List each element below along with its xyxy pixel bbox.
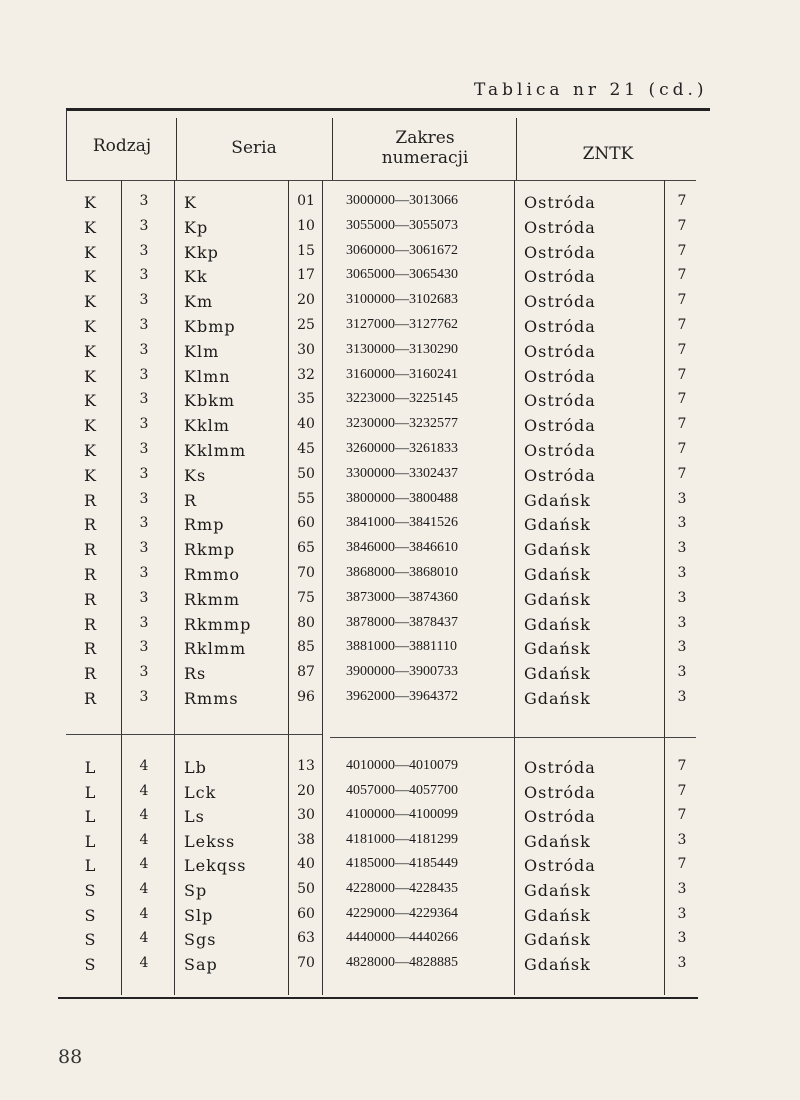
cell-rodzaj: K xyxy=(84,267,96,287)
table-row xyxy=(0,783,800,807)
cell-rodzaj: R xyxy=(83,664,97,684)
cell-num: 3 xyxy=(139,217,149,234)
cell-rodzaj: K xyxy=(84,465,96,485)
header-seria: Seria xyxy=(231,138,277,158)
cell-zntk: Gdańsk xyxy=(524,639,591,659)
cell-seria: Kk xyxy=(184,267,208,287)
cell-zakres: 4229000—4229364 xyxy=(346,905,458,921)
cell-nr: 38 xyxy=(297,831,315,848)
table-row xyxy=(0,664,800,688)
cell-zakres: 3065000—3065430 xyxy=(346,267,458,283)
cell-kod: 7 xyxy=(677,366,687,383)
cell-rodzaj: K xyxy=(84,416,96,436)
cell-seria: Rmms xyxy=(184,689,239,708)
cell-rodzaj: L xyxy=(84,831,96,851)
cell-num: 3 xyxy=(139,242,149,259)
cell-kod: 3 xyxy=(677,831,687,848)
cell-rodzaj: L xyxy=(84,782,96,802)
cell-nr: 30 xyxy=(297,341,315,358)
cell-zntk: Gdańsk xyxy=(524,614,591,634)
cell-zakres: 3130000—3130290 xyxy=(346,341,458,357)
cell-nr: 60 xyxy=(297,905,315,922)
cell-nr: 20 xyxy=(297,782,315,799)
cell-zntk: Ostróda xyxy=(524,807,596,827)
cell-kod: 3 xyxy=(677,664,687,681)
cell-num: 3 xyxy=(139,441,149,457)
table-row xyxy=(0,342,800,366)
cell-nr: 30 xyxy=(297,807,315,824)
cell-rodzaj: R xyxy=(83,689,97,708)
cell-rodzaj: K xyxy=(84,341,96,361)
header-zakres-line1: Zakres xyxy=(395,128,455,148)
cell-rodzaj: K xyxy=(84,217,96,237)
cell-zakres: 3000000—3013066 xyxy=(346,193,458,208)
table-row xyxy=(0,856,800,880)
cell-zakres: 3230000—3232577 xyxy=(346,416,458,432)
table-bottom-rule xyxy=(58,997,698,999)
cell-num: 3 xyxy=(139,267,149,284)
table-row xyxy=(0,491,800,515)
cell-zakres: 4185000—4185449 xyxy=(346,856,458,872)
cell-kod: 3 xyxy=(677,490,687,507)
cell-kod: 7 xyxy=(677,856,687,873)
cell-rodzaj: R xyxy=(83,565,97,584)
cell-zakres: 3160000—3160241 xyxy=(346,366,458,382)
table-row xyxy=(0,881,800,905)
cell-zakres: 3300000—3302437 xyxy=(346,465,458,481)
table-row xyxy=(0,193,800,217)
cell-zakres: 3878000—3878437 xyxy=(346,614,458,630)
cell-zakres: 3900000—3900733 xyxy=(346,664,458,680)
cell-zntk: Ostróda xyxy=(524,242,596,262)
table-row xyxy=(0,807,800,831)
cell-zakres: 3223000—3225145 xyxy=(346,391,458,407)
header-rodzaj: Rodzaj xyxy=(92,136,152,156)
table-row xyxy=(0,955,800,979)
cell-zntk: Ostróda xyxy=(524,217,596,237)
cell-zntk: Gdańsk xyxy=(524,689,591,708)
cell-zakres: 3841000—3841526 xyxy=(346,515,458,531)
cell-nr: 17 xyxy=(297,267,315,284)
cell-seria: Rklmm xyxy=(184,639,247,659)
cell-kod: 7 xyxy=(677,465,687,482)
cell-zakres: 4010000—4010079 xyxy=(346,758,458,773)
cell-nr: 10 xyxy=(297,217,315,234)
cell-kod: 7 xyxy=(677,807,687,824)
cell-nr: 20 xyxy=(297,292,315,309)
table-row xyxy=(0,515,800,539)
cell-rodzaj: S xyxy=(84,905,96,925)
cell-seria: R xyxy=(184,490,198,510)
table-row xyxy=(0,689,800,713)
table-row xyxy=(0,391,800,415)
cell-seria: Rkmm xyxy=(184,589,241,609)
cell-zakres: 3055000—3055073 xyxy=(346,217,458,233)
cell-rodzaj: K xyxy=(84,317,96,336)
cell-kod: 7 xyxy=(677,416,687,433)
cell-zakres: 3127000—3127762 xyxy=(346,317,458,332)
cell-rodzaj: S xyxy=(84,954,96,974)
cell-rodzaj: R xyxy=(83,540,97,560)
cell-num: 3 xyxy=(139,664,149,681)
cell-nr: 87 xyxy=(297,664,315,681)
cell-seria: Kp xyxy=(184,217,209,237)
cell-seria: Rkmp xyxy=(184,540,236,560)
cell-nr: 85 xyxy=(297,639,315,656)
cell-kod: 3 xyxy=(677,614,687,631)
cell-seria: Kbmp xyxy=(184,317,236,336)
cell-zntk: Gdańsk xyxy=(524,664,591,684)
cell-num: 3 xyxy=(139,490,149,507)
table-top-rule xyxy=(66,108,710,111)
cell-seria: K xyxy=(184,193,197,212)
table-row xyxy=(0,615,800,639)
cell-rodzaj: L xyxy=(84,758,96,777)
table-row xyxy=(0,758,800,782)
cell-kod: 7 xyxy=(677,758,687,774)
cell-zakres: 3873000—3874360 xyxy=(346,589,458,605)
cell-num: 3 xyxy=(139,589,149,606)
cell-zakres: 4181000—4181299 xyxy=(346,831,458,847)
cell-rodzaj: K xyxy=(84,292,96,312)
cell-num: 3 xyxy=(139,465,149,482)
cell-seria: Ks xyxy=(184,465,207,485)
cell-kod: 3 xyxy=(677,589,687,606)
cell-seria: Klm xyxy=(184,341,220,361)
cell-num: 4 xyxy=(139,954,149,971)
table-row xyxy=(0,441,800,465)
table-row xyxy=(0,565,800,589)
cell-zntk: Gdańsk xyxy=(524,540,591,560)
table-row xyxy=(0,590,800,614)
cell-nr: 60 xyxy=(297,515,315,532)
cell-nr: 45 xyxy=(297,441,315,457)
cell-kod: 3 xyxy=(677,905,687,922)
table-row xyxy=(0,540,800,564)
cell-zntk: Gdańsk xyxy=(524,565,591,584)
cell-nr: 63 xyxy=(297,930,315,947)
cell-seria: Sgs xyxy=(184,930,217,950)
cell-nr: 32 xyxy=(297,366,315,383)
cell-num: 4 xyxy=(139,905,149,922)
cell-nr: 15 xyxy=(297,242,315,259)
cell-num: 4 xyxy=(139,782,149,799)
cell-num: 3 xyxy=(139,416,149,433)
cell-kod: 3 xyxy=(677,540,687,557)
cell-zntk: Ostróda xyxy=(524,758,596,777)
cell-nr: 40 xyxy=(297,856,315,873)
cell-num: 4 xyxy=(139,856,149,873)
cell-nr: 01 xyxy=(297,193,315,209)
cell-nr: 70 xyxy=(297,954,315,971)
cell-zakres: 3846000—3846610 xyxy=(346,540,458,556)
cell-nr: 96 xyxy=(297,689,315,705)
cell-zakres: 3800000—3800488 xyxy=(346,490,458,506)
cell-num: 4 xyxy=(139,807,149,824)
cell-kod: 7 xyxy=(677,782,687,799)
cell-seria: Kklm xyxy=(184,416,230,436)
cell-zakres: 4100000—4100099 xyxy=(346,807,458,823)
cell-num: 3 xyxy=(139,193,149,209)
table-row xyxy=(0,906,800,930)
cell-num: 3 xyxy=(139,689,149,705)
cell-num: 3 xyxy=(139,366,149,383)
cell-zntk: Ostróda xyxy=(524,193,596,212)
cell-zntk: Gdańsk xyxy=(524,515,591,535)
table-row xyxy=(0,317,800,341)
table-row xyxy=(0,930,800,954)
table-row xyxy=(0,416,800,440)
cell-zntk: Ostróda xyxy=(524,341,596,361)
cell-zntk: Ostróda xyxy=(524,391,596,411)
cell-seria: Lck xyxy=(184,782,217,802)
cell-rodzaj: R xyxy=(83,490,97,510)
cell-zntk: Ostróda xyxy=(524,441,596,460)
cell-zntk: Ostróda xyxy=(524,366,596,386)
cell-rodzaj: L xyxy=(84,807,96,827)
table-caption: Tablica nr 21 (cd.) xyxy=(474,80,708,100)
cell-rodzaj: K xyxy=(84,193,96,212)
cell-num: 4 xyxy=(139,758,149,774)
cell-kod: 7 xyxy=(677,341,687,358)
cell-num: 3 xyxy=(139,391,149,408)
cell-zakres: 3260000—3261833 xyxy=(346,441,458,456)
cell-seria: Rmmo xyxy=(184,565,241,584)
cell-nr: 50 xyxy=(297,881,315,897)
header-zakres xyxy=(336,128,514,168)
cell-kod: 7 xyxy=(677,441,687,457)
cell-rodzaj: L xyxy=(84,856,96,876)
header-zakres-line2: numeracji xyxy=(381,148,469,168)
cell-nr: 40 xyxy=(297,416,315,433)
cell-nr: 13 xyxy=(297,758,315,774)
cell-num: 3 xyxy=(139,639,149,656)
header-divider xyxy=(516,118,517,180)
cell-rodzaj: S xyxy=(84,881,96,900)
header-bottom-rule xyxy=(66,180,696,181)
cell-kod: 3 xyxy=(677,515,687,532)
cell-zntk: Ostróda xyxy=(524,267,596,287)
cell-zntk: Ostróda xyxy=(524,465,596,485)
cell-rodzaj: R xyxy=(83,614,97,634)
cell-nr: 80 xyxy=(297,614,315,631)
cell-zakres: 3060000—3061672 xyxy=(346,242,458,258)
cell-kod: 3 xyxy=(677,565,687,581)
group-separator-right xyxy=(330,737,696,738)
cell-zakres: 4828000—4828885 xyxy=(346,954,458,970)
cell-zntk: Gdańsk xyxy=(524,831,591,851)
cell-nr: 50 xyxy=(297,465,315,482)
cell-kod: 3 xyxy=(677,930,687,947)
cell-rodzaj: R xyxy=(83,589,97,609)
cell-zntk: Ostróda xyxy=(524,317,596,336)
cell-seria: Rmp xyxy=(184,515,225,535)
table-row xyxy=(0,292,800,316)
table-row xyxy=(0,267,800,291)
cell-zakres: 3881000—3881110 xyxy=(346,639,457,655)
cell-zakres: 3962000—3964372 xyxy=(346,689,458,704)
cell-num: 3 xyxy=(139,515,149,532)
cell-kod: 3 xyxy=(677,639,687,656)
cell-num: 3 xyxy=(139,614,149,631)
table-row xyxy=(0,466,800,490)
cell-nr: 55 xyxy=(297,490,315,507)
cell-num: 4 xyxy=(139,881,149,897)
cell-zakres: 4057000—4057700 xyxy=(346,782,458,798)
table-row xyxy=(0,832,800,856)
cell-kod: 7 xyxy=(677,217,687,234)
cell-zntk: Ostróda xyxy=(524,292,596,312)
cell-zntk: Gdańsk xyxy=(524,490,591,510)
cell-rodzaj: K xyxy=(84,391,96,411)
cell-num: 3 xyxy=(139,540,149,557)
cell-kod: 7 xyxy=(677,193,687,209)
cell-nr: 70 xyxy=(297,565,315,581)
header-zntk: ZNTK xyxy=(582,144,634,164)
cell-num: 3 xyxy=(139,341,149,358)
cell-seria: Klmn xyxy=(184,366,231,386)
cell-num: 3 xyxy=(139,292,149,309)
cell-seria: Kbkm xyxy=(184,391,236,411)
header-divider xyxy=(332,118,333,180)
cell-zntk: Gdańsk xyxy=(524,905,591,925)
cell-seria: Slp xyxy=(184,905,214,925)
cell-zakres: 4228000—4228435 xyxy=(346,881,458,896)
table-row xyxy=(0,243,800,267)
cell-num: 4 xyxy=(139,930,149,947)
cell-num: 4 xyxy=(139,831,149,848)
cell-nr: 65 xyxy=(297,540,315,557)
cell-kod: 3 xyxy=(677,881,687,897)
table-row xyxy=(0,367,800,391)
cell-nr: 35 xyxy=(297,391,315,408)
cell-zakres: 3868000—3868010 xyxy=(346,565,458,580)
cell-kod: 7 xyxy=(677,242,687,259)
cell-seria: Lekss xyxy=(184,831,236,851)
group-separator-left xyxy=(66,734,322,735)
cell-seria: Rkmmp xyxy=(184,614,252,634)
cell-zntk: Gdańsk xyxy=(524,881,591,900)
cell-seria: Kkp xyxy=(184,242,219,262)
cell-rodzaj: K xyxy=(84,242,96,262)
cell-seria: Sap xyxy=(184,954,218,974)
cell-zntk: Ostróda xyxy=(524,416,596,436)
cell-seria: Ls xyxy=(184,807,205,827)
cell-kod: 7 xyxy=(677,292,687,309)
cell-seria: Sp xyxy=(184,881,208,900)
cell-rodzaj: R xyxy=(83,515,97,535)
cell-num: 3 xyxy=(139,317,149,333)
cell-kod: 7 xyxy=(677,317,687,333)
page-number: 88 xyxy=(58,1046,83,1068)
cell-zntk: Gdańsk xyxy=(524,954,591,974)
cell-kod: 3 xyxy=(677,689,687,705)
cell-kod: 7 xyxy=(677,267,687,284)
table-row xyxy=(0,218,800,242)
cell-num: 3 xyxy=(139,565,149,581)
cell-seria: Lb xyxy=(184,758,207,777)
cell-zakres: 3100000—3102683 xyxy=(346,292,458,308)
cell-zntk: Ostróda xyxy=(524,782,596,802)
cell-rodzaj: S xyxy=(84,930,96,950)
cell-rodzaj: K xyxy=(84,441,96,460)
cell-seria: Rs xyxy=(184,664,207,684)
cell-zntk: Gdańsk xyxy=(524,589,591,609)
cell-rodzaj: R xyxy=(83,639,97,659)
table-row xyxy=(0,639,800,663)
cell-seria: Kklmm xyxy=(184,441,247,460)
cell-nr: 75 xyxy=(297,589,315,606)
cell-seria: Km xyxy=(184,292,214,312)
cell-rodzaj: K xyxy=(84,366,96,386)
cell-zakres: 4440000—4440266 xyxy=(346,930,458,946)
header-divider xyxy=(176,118,177,180)
cell-zntk: Gdańsk xyxy=(524,930,591,950)
cell-zntk: Ostróda xyxy=(524,856,596,876)
header-divider xyxy=(66,110,67,180)
cell-nr: 25 xyxy=(297,317,315,333)
cell-seria: Lekqss xyxy=(184,856,247,876)
cell-kod: 3 xyxy=(677,954,687,971)
cell-kod: 7 xyxy=(677,391,687,408)
